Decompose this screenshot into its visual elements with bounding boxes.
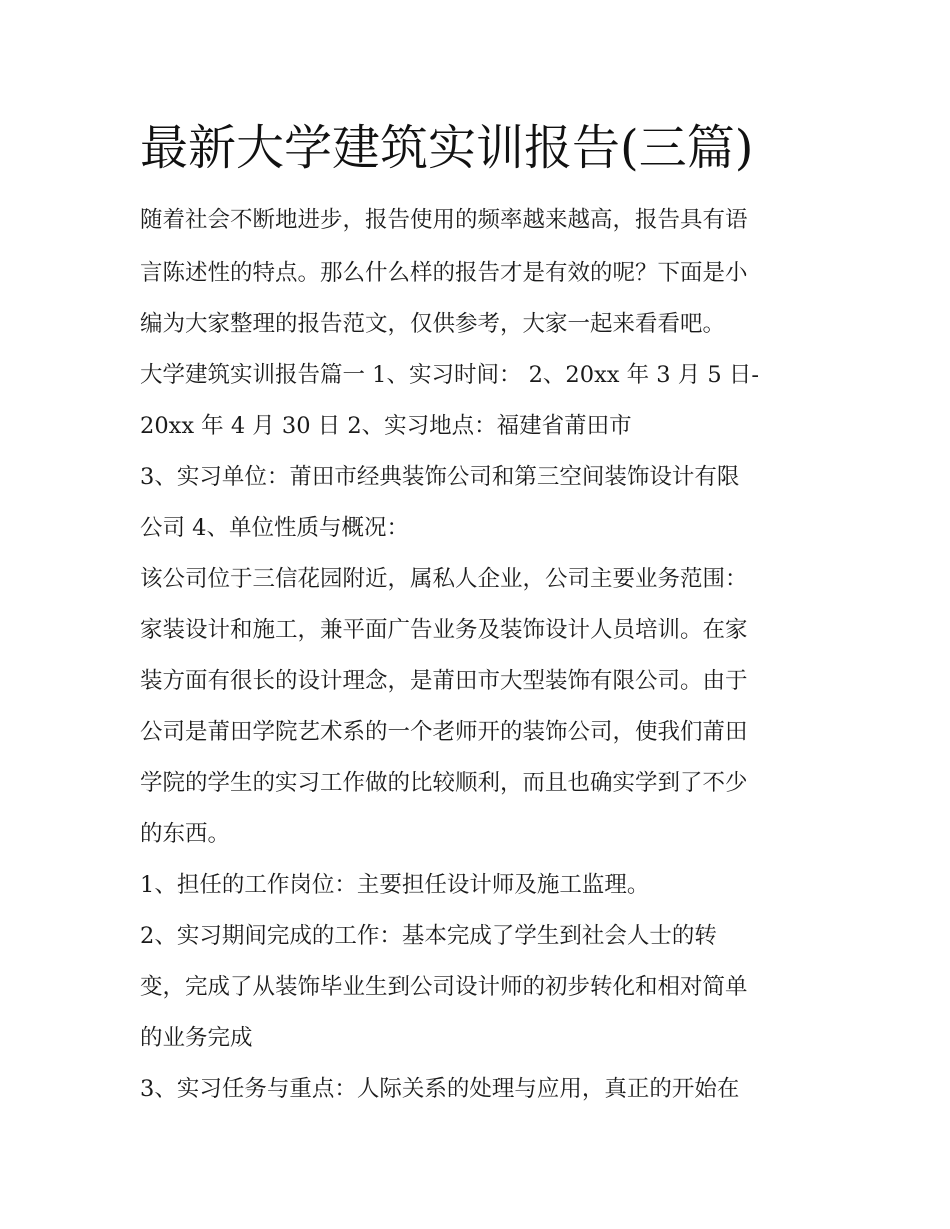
body-line: 2、实习期间完成的工作：基本完成了学生到社会人士的转 <box>140 923 717 949</box>
body-line: 言陈述性的特点。那么什么样的报告才是有效的呢？下面是小 <box>140 260 748 286</box>
body-line: 3、实习单位：莆田市经典装饰公司和第三空间装饰设计有限 <box>140 464 740 490</box>
body-line: 该公司位于三信花园附近，属私人企业，公司主要业务范围： <box>140 566 748 592</box>
body-line: 的东西。 <box>140 821 231 847</box>
body-line: 变，完成了从装饰毕业生到公司设计师的初步转化和相对简单 <box>140 974 748 1000</box>
body-line: 的业务完成 <box>140 1025 253 1051</box>
body-line: 学院的学生的实习工作做的比较顺利，而且也确实学到了不少 <box>140 770 748 796</box>
body-line: 3、实习任务与重点：人际关系的处理与应用，真正的开始在 <box>140 1076 740 1102</box>
body-line: 编为大家整理的报告范文，仅供参考，大家一起来看看吧。 <box>140 311 726 337</box>
body-line: 大学建筑实训报告篇一 1、实习时间： 2、20xx 年 3 月 5 日- <box>140 362 759 388</box>
body-line: 随着社会不断地进步，报告使用的频率越来越高，报告具有语 <box>140 207 748 233</box>
body-line: 公司 4、单位性质与概况： <box>140 515 409 541</box>
body-line: 装方面有很长的设计理念，是莆田市大型装饰有限公司。由于 <box>140 668 748 694</box>
body-line: 20xx 年 4 月 30 日 2、实习地点：福建省莆田市 <box>140 413 632 439</box>
body-line: 公司是莆田学院艺术系的一个老师开的装饰公司，使我们莆田 <box>140 719 748 745</box>
body-line: 家装设计和施工，兼平面广告业务及装饰设计人员培训。在家 <box>140 617 748 643</box>
body-line: 1、担任的工作岗位：主要担任设计师及施工监理。 <box>140 872 650 898</box>
page-title: 最新大学建筑实训报告(三篇) <box>140 120 754 176</box>
